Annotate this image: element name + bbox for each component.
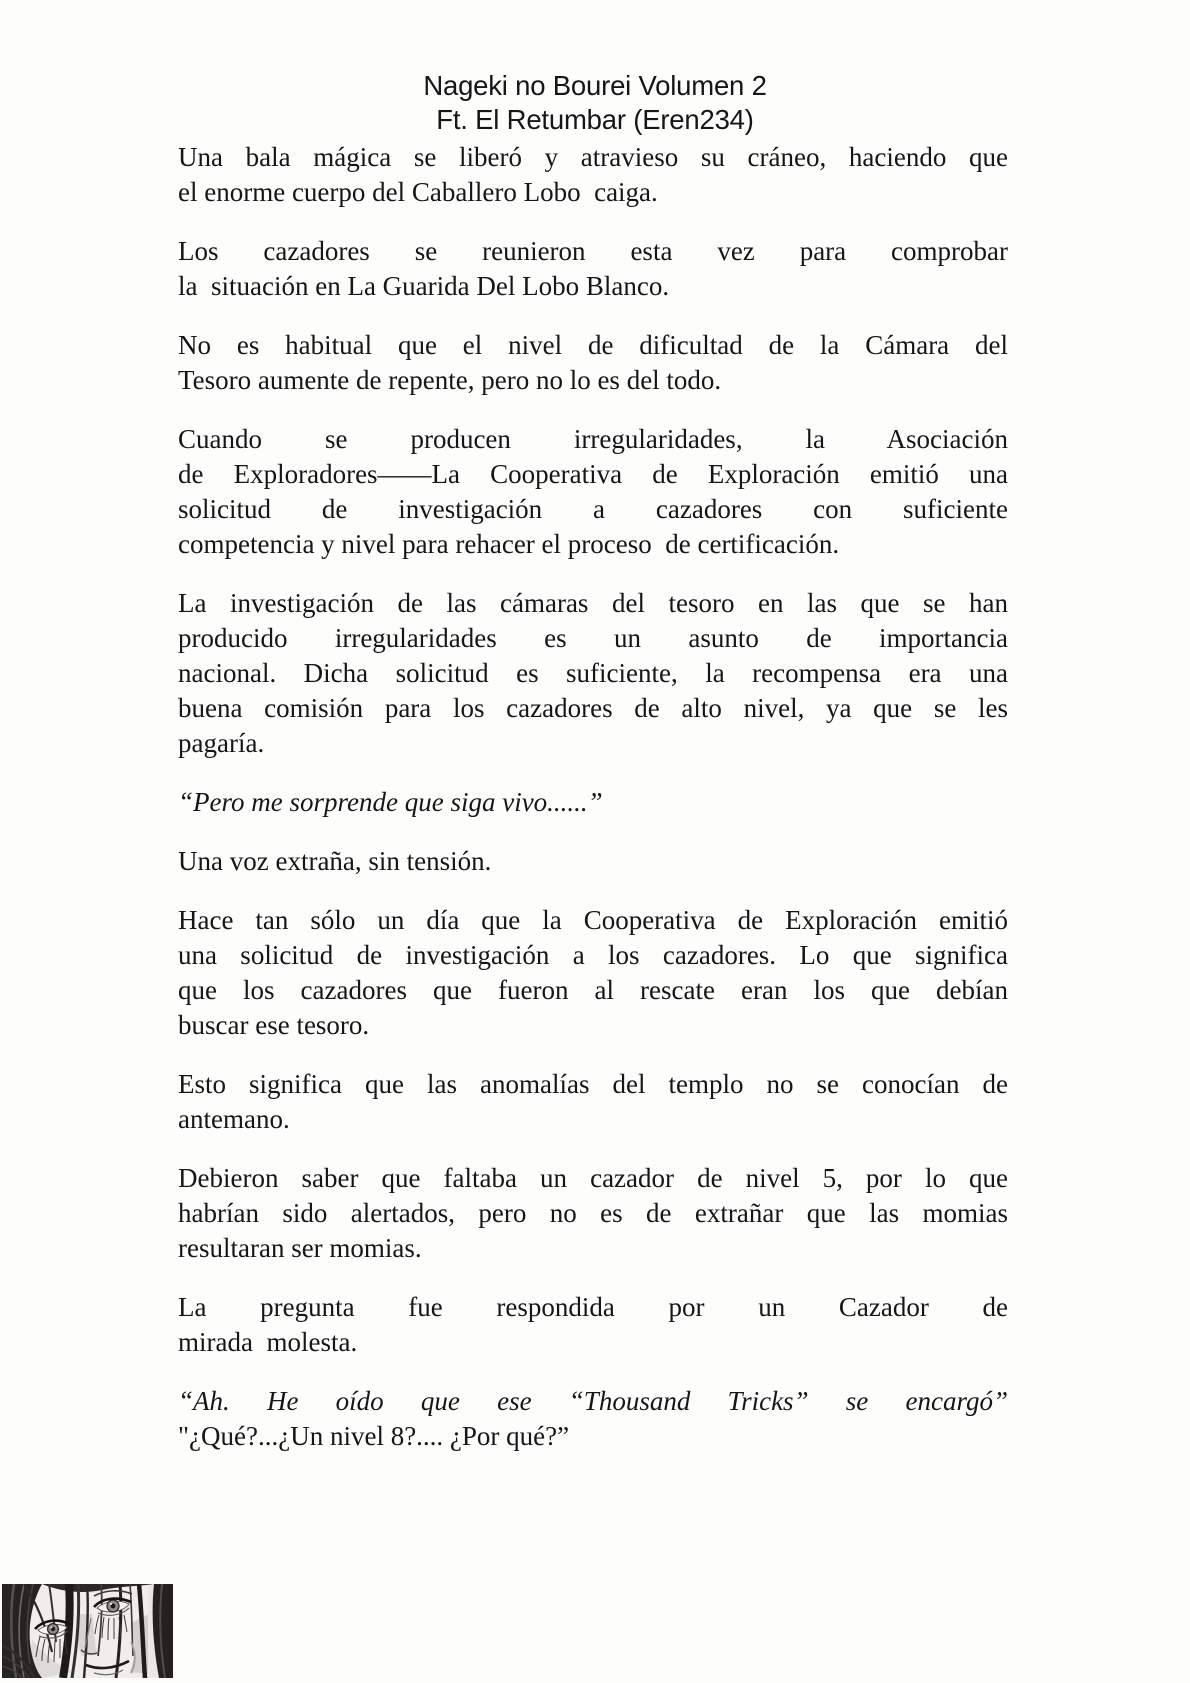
paragraph-line: el enorme cuerpo del Caballero Lobo caiga.: [178, 177, 658, 207]
paragraph: [178, 1161, 1008, 1266]
paragraph-line: Tesoro aumente de repente, pero no lo es del todo.: [178, 365, 722, 395]
paragraph-line: Cuando se producen irregularidades, la Asociación: [178, 424, 1008, 454]
document-body: [178, 140, 1008, 1478]
paragraph-line: “Pero me sorprende que siga vivo......”: [178, 787, 603, 817]
paragraph-line: resultaran ser momias.: [178, 1233, 422, 1263]
paragraph-line: de Exploradores——La Cooperativa de Exploración emitió una: [178, 459, 1008, 489]
paragraph-line: que los cazadores que fueron al rescate eran los que debían: [178, 975, 1008, 1005]
paragraph-line: Debieron saber que faltaba un cazador de nivel 5, por lo que: [178, 1163, 1008, 1193]
paragraph-line: habrían sido alertados, pero no es de extrañar que las momias: [178, 1198, 1008, 1228]
paragraph-line: buena comisión para los cazadores de alto nivel, ya que se les: [178, 693, 1008, 723]
paragraph: [178, 844, 1008, 879]
paragraph: [178, 234, 1008, 304]
paragraph-line: buscar ese tesoro.: [178, 1010, 370, 1040]
paragraph-line: competencia y nivel para rehacer el proceso de certificación.: [178, 529, 840, 559]
paragraph-line: antemano.: [178, 1104, 290, 1134]
title-line-2: Ft. El Retumbar (Eren234): [436, 104, 754, 135]
document-title: [0, 69, 1190, 137]
manga-face-illustration: [2, 1584, 173, 1678]
paragraph: [178, 903, 1008, 1043]
paragraph-line: "¿Qué?...¿Un nivel 8?.... ¿Por qué?”: [178, 1421, 570, 1451]
title-line-1: Nageki no Bourei Volumen 2: [423, 70, 767, 101]
manga-face-image: [2, 1584, 173, 1678]
paragraph-line: pagaría.: [178, 728, 265, 758]
paragraph-line: solicitud de investigación a cazadores con suficiente: [178, 494, 1008, 524]
paragraph: [178, 785, 1008, 820]
paragraph-line: La investigación de las cámaras del tesoro en las que se han: [178, 588, 1008, 618]
paragraph-line: Una bala mágica se liberó y atravieso su cráneo, haciendo que: [178, 142, 1008, 172]
paragraph: [178, 422, 1008, 562]
paragraph-line: La pregunta fue respondida por un Cazador de: [178, 1292, 1008, 1322]
paragraph: [178, 1384, 1008, 1454]
paragraph: [178, 1290, 1008, 1360]
paragraph-line: Hace tan sólo un día que la Cooperativa de Exploración emitió: [178, 905, 1008, 935]
paragraph: [178, 140, 1008, 210]
paragraph-line: producido irregularidades es un asunto de importancia: [178, 623, 1008, 653]
paragraph-line: mirada molesta.: [178, 1327, 358, 1357]
paragraph-line: la situación en La Guarida Del Lobo Blanco.: [178, 271, 670, 301]
paragraph-line: nacional. Dicha solicitud es suficiente, la recompensa era una: [178, 658, 1008, 688]
paragraph-line: una solicitud de investigación a los cazadores. Lo que significa: [178, 940, 1008, 970]
paragraph-line: “Ah. He oído que ese “Thousand Tricks” se encargó”: [178, 1386, 1008, 1416]
paragraph-line: No es habitual que el nivel de dificultad de la Cámara del: [178, 330, 1008, 360]
paragraph: [178, 1067, 1008, 1137]
paragraph-line: Una voz extraña, sin tensión.: [178, 846, 492, 876]
paragraph: [178, 586, 1008, 761]
paragraph: [178, 328, 1008, 398]
paragraph-line: Los cazadores se reunieron esta vez para comprobar: [178, 236, 1008, 266]
paragraph-line: Esto significa que las anomalías del templo no se conocían de: [178, 1069, 1008, 1099]
